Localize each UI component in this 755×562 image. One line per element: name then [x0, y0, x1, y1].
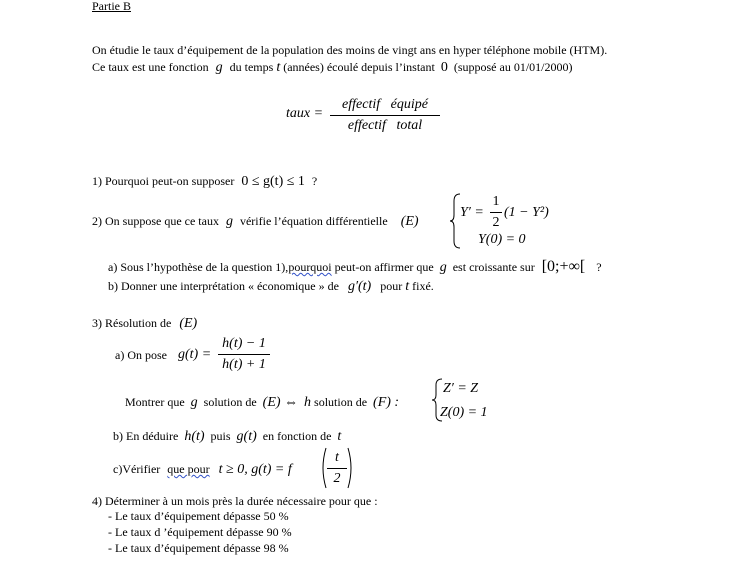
system-f-line-1: Z′ = Z [443, 381, 479, 396]
system-f-line-2: Z(0) = 1 [440, 405, 488, 420]
question-3a-label: a) On pose [115, 348, 167, 362]
question-2b: b) Donner une interprétation « économique » de g′(t) pour t fixé. [108, 279, 434, 294]
question-3: 3) Résolution de (E) [92, 316, 198, 331]
formula-fraction: effectif équipé effectif total [330, 97, 440, 134]
system-e-line-1-lhs: Y′ = [460, 205, 484, 220]
formula-lhs: taux = [286, 106, 324, 121]
question-3c-fraction: t 2 [327, 450, 347, 487]
system-e-line-2: Y(0) = 0 [478, 232, 526, 247]
q4-item-1: - Le taux d’équipement dépasse 50 % [108, 509, 289, 523]
question-3a-fraction: h(t) − 1 h(t) + 1 [218, 336, 270, 373]
intro-line-1: On étudie le taux d’équipement de la population des moins de vingt ans en hyper téléphone mobile (HTM). [92, 43, 608, 57]
q4-item-2: - Le taux d ’équipement dépasse 90 % [108, 525, 292, 539]
question-2: 2) On suppose que ce taux g vérifie l’équation différentielle (E) [92, 214, 419, 229]
question-4: 4) Déterminer à un mois près la durée nécessaire pour que : [92, 494, 378, 508]
question-3a-show: Montrer que g solution de (E) ⇔ h solution de (F) : [125, 395, 400, 410]
question-1: 1) Pourquoi peut-on supposer 0 ≤ g(t) ≤ 1 ? [92, 174, 318, 189]
system-e-line-1-rhs: (1 − Y²) [504, 205, 549, 220]
system-e-line-1-frac: 1 2 [490, 194, 502, 231]
question-3c: c)Vérifier que pour t ≥ 0, g(t) = f [113, 462, 292, 477]
q4-item-3: - Le taux d’équipement dépasse 98 % [108, 541, 289, 555]
question-3a-lhs: g(t) = [178, 347, 212, 362]
section-title: Partie B [92, 0, 131, 13]
system-brace-e [450, 193, 462, 249]
question-2a: a) Sous l’hypothèse de la question 1),pourquoi peut-on affirmer que g est croissante sur [0;+∞[ ? [108, 258, 602, 275]
intro-line-2: Ce taux est une fonction g du temps t (années) écoulé depuis l’instant 0 (supposé au 01/01/2000) [92, 60, 573, 75]
question-3b: b) En déduire h(t) puis g(t) en fonction de t [113, 429, 342, 444]
